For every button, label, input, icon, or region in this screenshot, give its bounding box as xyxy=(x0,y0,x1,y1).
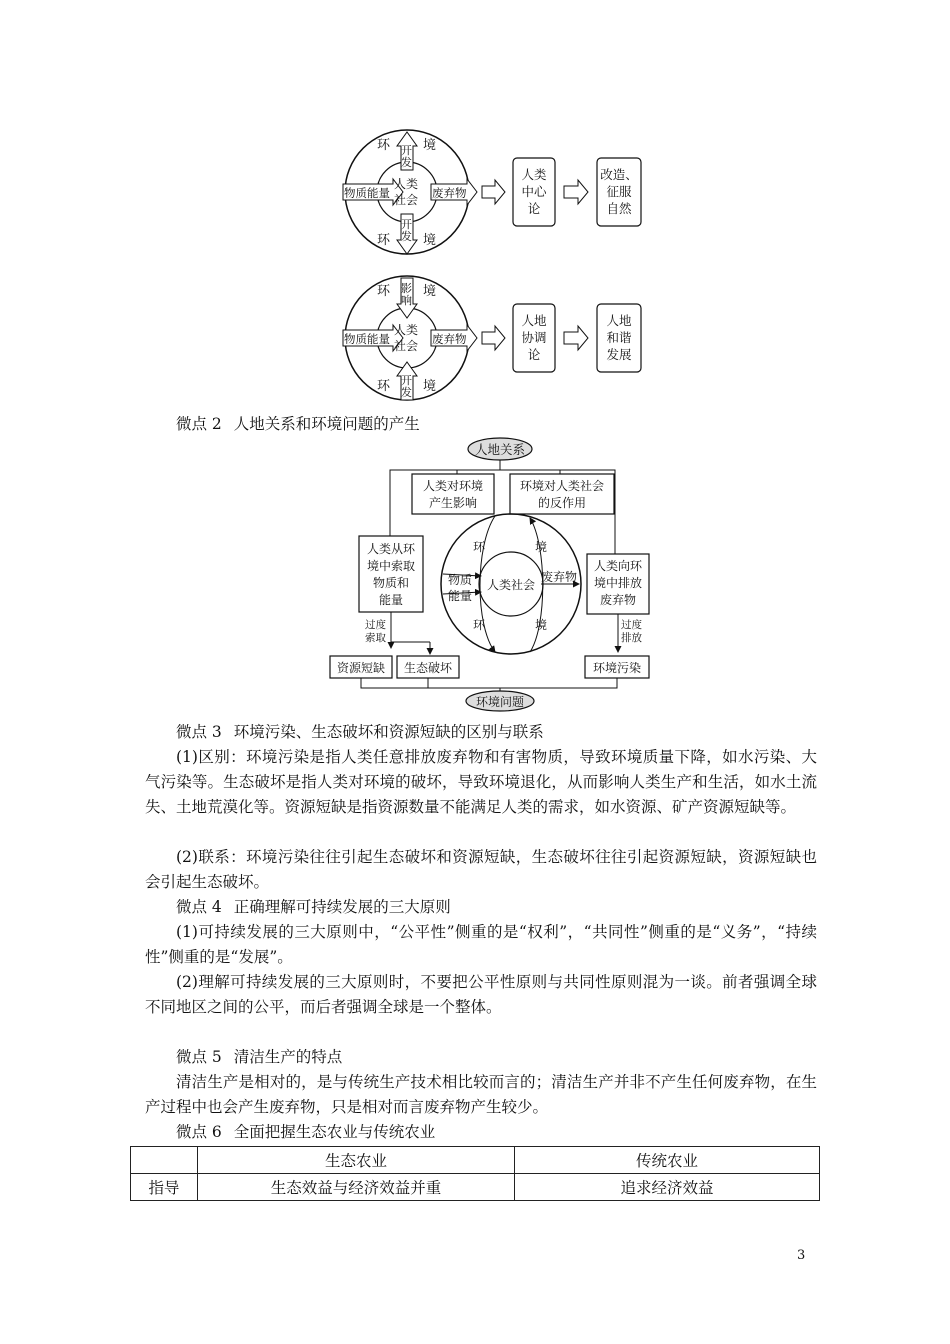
row2-box2-l1: 人地 xyxy=(606,313,632,328)
emit-l3: 废弃物 xyxy=(599,593,637,607)
row1-center-1: 人类 xyxy=(394,177,419,191)
point4-title: 正确理解可持续发展的三大原则 xyxy=(233,898,451,916)
diagram-human-land-relationship xyxy=(325,436,655,714)
row2-box1-l3: 论 xyxy=(527,347,541,362)
over-take-2: 索取 xyxy=(365,632,386,644)
row1-bottom-right: 境 xyxy=(423,233,437,248)
page-number: 3 xyxy=(797,1248,806,1263)
row2-left-arrow: 物质能量 xyxy=(344,332,390,346)
row2-bottom-arrow-2: 发 xyxy=(401,386,412,399)
table-header-cell xyxy=(131,1147,198,1174)
circle-left-1: 物质 xyxy=(448,573,473,587)
point6-num: 微点 6 xyxy=(176,1123,222,1141)
point4-p1: (1)可持续发展的三大原则中，“公平性”侧重的是“权利”，“共同性”侧重的是“义务”，“持续性”侧重的是“发展”。 xyxy=(145,923,817,966)
row2-box2-l2: 和谐 xyxy=(606,330,632,345)
point3-p2: (2)联系：环境污染往往引起生态破坏和资源短缺，生态破坏往往引起资源短缺，资源短缺也会引起生态破坏。 xyxy=(145,848,817,891)
take-l3: 物质和 xyxy=(372,576,410,590)
row1-box1-l3: 论 xyxy=(527,201,541,216)
point2-num: 微点 2 xyxy=(176,415,222,433)
row1-top-left: 环 xyxy=(377,138,391,153)
circle-right: 废弃物 xyxy=(541,570,578,584)
row2-top-arrow-2: 响 xyxy=(401,294,412,307)
point5-p1: 清洁生产是相对的，是与传统生产技术相比较而言的；清洁生产并非不产生任何废弃物，在生产过程中也会产生废弃物，只是相对而言废弃物产生较少。 xyxy=(145,1073,817,1116)
influence-l2: 产生影响 xyxy=(428,496,478,510)
row1-top-arrow-2: 发 xyxy=(401,156,412,169)
point2-heading xyxy=(176,412,420,434)
table-header-cell: 生态农业 xyxy=(198,1147,515,1174)
point2-title: 人地关系和环境问题的产生 xyxy=(233,415,420,433)
circle-top-right: 境 xyxy=(535,540,548,554)
take-l1: 人类从环 xyxy=(366,542,416,556)
circle-bottom-right: 境 xyxy=(535,618,548,632)
point4-num: 微点 4 xyxy=(176,898,222,916)
circle-left-2: 能量 xyxy=(448,589,473,603)
row2-bottom-right: 境 xyxy=(423,379,437,394)
point3-title: 环境污染、生态破坏和资源短缺的区别与联系 xyxy=(233,723,544,741)
emit-l1: 人类向环 xyxy=(593,559,643,573)
point5-heading xyxy=(176,1045,342,1067)
table-cell: 追求经济效益 xyxy=(515,1174,820,1201)
row1-top-arrow-1: 开 xyxy=(401,144,412,157)
comparison-table xyxy=(130,1146,820,1201)
row1-center-2: 社会 xyxy=(394,193,419,207)
influence-l1: 人类对环境 xyxy=(422,479,484,493)
diagram1-row1 xyxy=(343,130,641,254)
row1-right-arrow: 废弃物 xyxy=(432,186,467,200)
point4-heading xyxy=(176,895,451,917)
row1-box1-l1: 人类 xyxy=(521,167,547,182)
point3-heading xyxy=(176,720,544,742)
row1-left-arrow: 物质能量 xyxy=(344,186,390,200)
row2-right-arrow: 废弃物 xyxy=(432,332,467,346)
row1-bottom-arrow-2: 发 xyxy=(401,230,412,243)
point3-p1: (1)区别：环境污染是指人类任意排放废弃物和有害物质，导致环境质量下降，如水污染、大气污染等。生态破坏是指人类对环境的破坏，导致环境退化，从而影响人类生产和生活，如水土流失、土地荒漠化等。资源短缺是指资源数量不能满足人类的需求，如水资源、矿产资源短缺等。 xyxy=(145,748,817,816)
reaction-l2: 的反作用 xyxy=(537,496,587,510)
point6-heading xyxy=(176,1120,435,1142)
row1-box2-l3: 自然 xyxy=(606,201,632,216)
top-oval: 人地关系 xyxy=(474,442,526,457)
table-cell: 生态效益与经济效益并重 xyxy=(198,1174,515,1201)
diagram-anthropocentrism-harmony xyxy=(335,122,655,412)
table-header-cell: 传统农业 xyxy=(515,1147,820,1174)
row1-box2-l1: 改造、 xyxy=(600,167,638,182)
bottom-oval: 环境问题 xyxy=(475,695,525,709)
row1-top-right: 境 xyxy=(423,138,437,153)
row2-box1-l1: 人地 xyxy=(521,313,547,328)
take-l2: 境中索取 xyxy=(366,559,416,573)
row2-top-right: 境 xyxy=(423,284,437,299)
point4-p2: (2)理解可持续发展的三大原则时，不要把公平性原则与共同性原则混为一谈。前者强调全球不同地区之间的公平，而后者强调全球是一个整体。 xyxy=(145,973,817,1016)
row1-bottom-arrow-1: 开 xyxy=(401,218,412,231)
row2-box2-l3: 发展 xyxy=(606,347,632,362)
row1-box1-l2: 中心 xyxy=(521,184,547,199)
emit-l2: 境中排放 xyxy=(593,576,643,590)
reaction-l1: 环境对人类社会 xyxy=(519,479,605,493)
over-emit-1: 过度 xyxy=(621,619,642,631)
row1-box2-l2: 征服 xyxy=(606,184,632,199)
over-take-1: 过度 xyxy=(365,619,386,631)
row2-top-left: 环 xyxy=(377,284,391,299)
over-emit-2: 排放 xyxy=(621,632,642,644)
row2-center-1: 人类 xyxy=(394,323,419,337)
damage-box: 生态破坏 xyxy=(403,661,453,675)
row1-bottom-left: 环 xyxy=(377,233,391,248)
row2-center-2: 社会 xyxy=(394,339,419,353)
pollution-box: 环境污染 xyxy=(592,661,642,675)
table-row xyxy=(131,1174,820,1201)
row2-bottom-left: 环 xyxy=(377,379,391,394)
circle-top-left: 环 xyxy=(473,540,486,554)
diagram1-row2 xyxy=(343,276,641,400)
table-cell: 指导 xyxy=(131,1174,198,1201)
point3-num: 微点 3 xyxy=(176,723,222,741)
take-l4: 能量 xyxy=(378,593,404,607)
row2-top-arrow-1: 影 xyxy=(401,282,412,295)
row2-bottom-arrow-1: 开 xyxy=(401,374,412,387)
circle-center: 人类社会 xyxy=(486,578,536,592)
point6-title: 全面把握生态农业与传统农业 xyxy=(233,1123,436,1141)
row2-box1-l2: 协调 xyxy=(521,330,547,345)
circle-bottom-left: 环 xyxy=(473,618,486,632)
table-header-row xyxy=(131,1147,820,1174)
point5-title: 清洁生产的特点 xyxy=(233,1048,343,1066)
point5-num: 微点 5 xyxy=(176,1048,222,1066)
shortage-box: 资源短缺 xyxy=(336,661,386,675)
